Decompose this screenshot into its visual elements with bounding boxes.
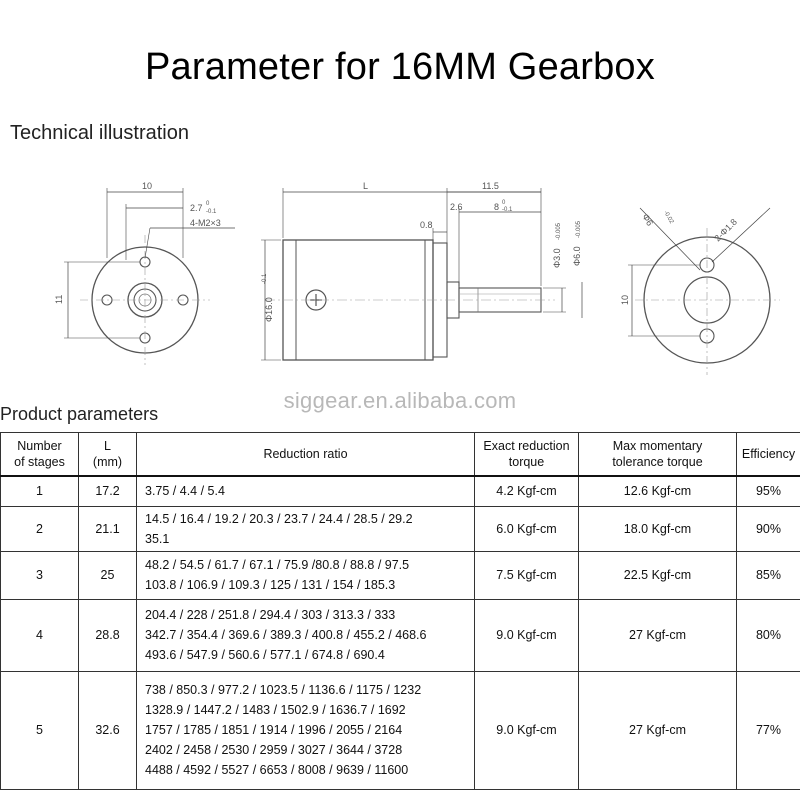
back-height-label: 10 (620, 294, 630, 305)
table-row (1, 551, 800, 599)
header-torque (475, 433, 579, 477)
cell-efficiency: 95% (737, 476, 800, 506)
table-header-row (1, 433, 800, 477)
side-dia3-tol: -0.005 (556, 222, 562, 240)
header-stages-line2: of stages (14, 455, 65, 469)
cell-efficiency: 85% (737, 551, 800, 599)
side-11-5-label: 11.5 (482, 181, 499, 191)
cell-efficiency: 80% (737, 599, 800, 671)
cell-L: 32.6 (79, 671, 137, 789)
table-row (1, 671, 800, 789)
side-0-8-label: 0.8 (420, 220, 433, 230)
header-torque-line2: torque (508, 455, 545, 469)
ratio-line: 1757 / 1785 / 1851 / 1914 / 1996 / 2055 / 2164 (145, 723, 403, 737)
header-max (579, 433, 737, 477)
cell-torque: 9.0 Kgf-cm (475, 671, 579, 789)
header-L-line1: L (104, 439, 111, 453)
front-offset-label: 2.7 (190, 203, 203, 213)
back-view-drawing (628, 208, 780, 375)
cell-max: 27 Kgf-cm (579, 599, 737, 671)
front-offset-tol2: 0 (206, 201, 210, 207)
header-stages (1, 433, 79, 477)
back-dia6-label: Φ6 (640, 212, 656, 228)
header-L (79, 433, 137, 477)
table-row (1, 476, 800, 506)
side-view-drawing (261, 188, 582, 360)
ratio-line: 493.6 / 547.9 / 560.6 / 577.1 / 674.8 / 690.4 (145, 648, 385, 662)
header-ratio: Reduction ratio (137, 433, 475, 477)
cell-max: 22.5 Kgf-cm (579, 551, 737, 599)
front-holes-label: 4-M2×3 (190, 218, 221, 228)
parameters-table (0, 432, 800, 790)
cell-efficiency: 90% (737, 506, 800, 551)
ratio-line: 3.75 / 4.4 / 5.4 (145, 484, 225, 499)
cell-stage: 5 (1, 671, 79, 789)
side-8-tol: -0.1 (502, 207, 513, 213)
side-dia16-tol: -0.1 (262, 273, 268, 284)
ratio-line: 2402 / 2458 / 2530 / 2959 / 3027 / 3644 / 3728 (145, 743, 403, 757)
ratio-line: 342.7 / 354.4 / 369.6 / 389.3 / 400.8 / 455.2 / 468.6 (145, 628, 427, 642)
cell-L: 17.2 (79, 476, 137, 506)
front-height-label: 11 (54, 294, 64, 304)
side-2-6-label: 2.6 (450, 202, 463, 212)
cell-efficiency: 77% (737, 671, 800, 789)
side-dia3-label: Φ3.0 (552, 248, 562, 268)
side-L-label: L (363, 181, 369, 191)
technical-drawings (0, 170, 800, 400)
header-efficiency: Efficiency (737, 433, 800, 477)
ratio-line: 738 / 850.3 / 977.2 / 1023.5 / 1136.6 / 1175 / 1232 (145, 683, 422, 697)
header-max-line1: Max momentary (612, 439, 703, 453)
side-8-tol2: 0 (502, 200, 506, 206)
cell-stage: 3 (1, 551, 79, 599)
cell-ratio (137, 506, 475, 551)
table-row (1, 599, 800, 671)
side-dia16-label: Φ16.0 (264, 297, 274, 322)
table-row (1, 506, 800, 551)
ratio-line: 1328.9 / 1447.2 / 1483 / 1502.9 / 1636.7 / 1692 (145, 703, 406, 717)
ratio-line: 103.8 / 106.9 / 109.3 / 125 / 131 / 154 / 185.3 (145, 578, 396, 592)
product-parameters-heading: Product parameters (0, 404, 159, 424)
ratio-line: 4488 / 4592 / 5527 / 6653 / 8008 / 9639 / 11600 (145, 763, 409, 777)
cell-L: 25 (79, 551, 137, 599)
ratio-line: 35.1 (145, 531, 170, 546)
cell-max: 27 Kgf-cm (579, 671, 737, 789)
front-offset-tol: -0.1 (206, 209, 217, 215)
front-width-label: 10 (142, 181, 153, 191)
cell-L: 28.8 (79, 599, 137, 671)
cell-torque: 6.0 Kgf-cm (475, 506, 579, 551)
cell-max: 12.6 Kgf-cm (579, 476, 737, 506)
page-title: Parameter for 16MM Gearbox (145, 46, 655, 88)
cell-L: 21.1 (79, 506, 137, 551)
back-holes-label: 2-Φ1.8 (712, 216, 740, 244)
cell-ratio (137, 599, 475, 671)
cell-ratio (137, 671, 475, 789)
side-8-label: 8 (494, 202, 500, 212)
cell-ratio (137, 551, 475, 599)
ratio-line: 204.4 / 228 / 251.8 / 294.4 / 303 / 313.3 / 333 (145, 608, 396, 622)
ratio-line: 48.2 / 54.5 / 61.7 / 67.1 / 75.9 /80.8 / 88.8 / 97.5 (145, 558, 410, 572)
header-L-line2: (mm) (92, 455, 123, 469)
header-torque-line1: Exact reduction (483, 439, 570, 453)
cell-torque: 4.2 Kgf-cm (475, 476, 579, 506)
side-dia6-tol: -0.005 (576, 220, 582, 238)
ratio-line: 14.5 / 16.4 / 19.2 / 20.3 / 23.7 / 24.4 / 28.5 / 29.2 (145, 511, 413, 526)
watermark-text: siggear.en.alibaba.com (283, 388, 517, 413)
cell-stage: 4 (1, 599, 79, 671)
cell-ratio (137, 476, 475, 506)
cell-stage: 2 (1, 506, 79, 551)
header-stages-line1: Number (17, 439, 62, 453)
technical-illustration-heading: Technical illustration (10, 122, 189, 144)
side-dia6-label: Φ6.0 (572, 246, 582, 266)
header-max-line2: tolerance torque (612, 455, 703, 469)
cell-stage: 1 (1, 476, 79, 506)
cell-torque: 7.5 Kgf-cm (475, 551, 579, 599)
back-dia6-tol: -0.02 (662, 210, 675, 225)
cell-torque: 9.0 Kgf-cm (475, 599, 579, 671)
cell-max: 18.0 Kgf-cm (579, 506, 737, 551)
